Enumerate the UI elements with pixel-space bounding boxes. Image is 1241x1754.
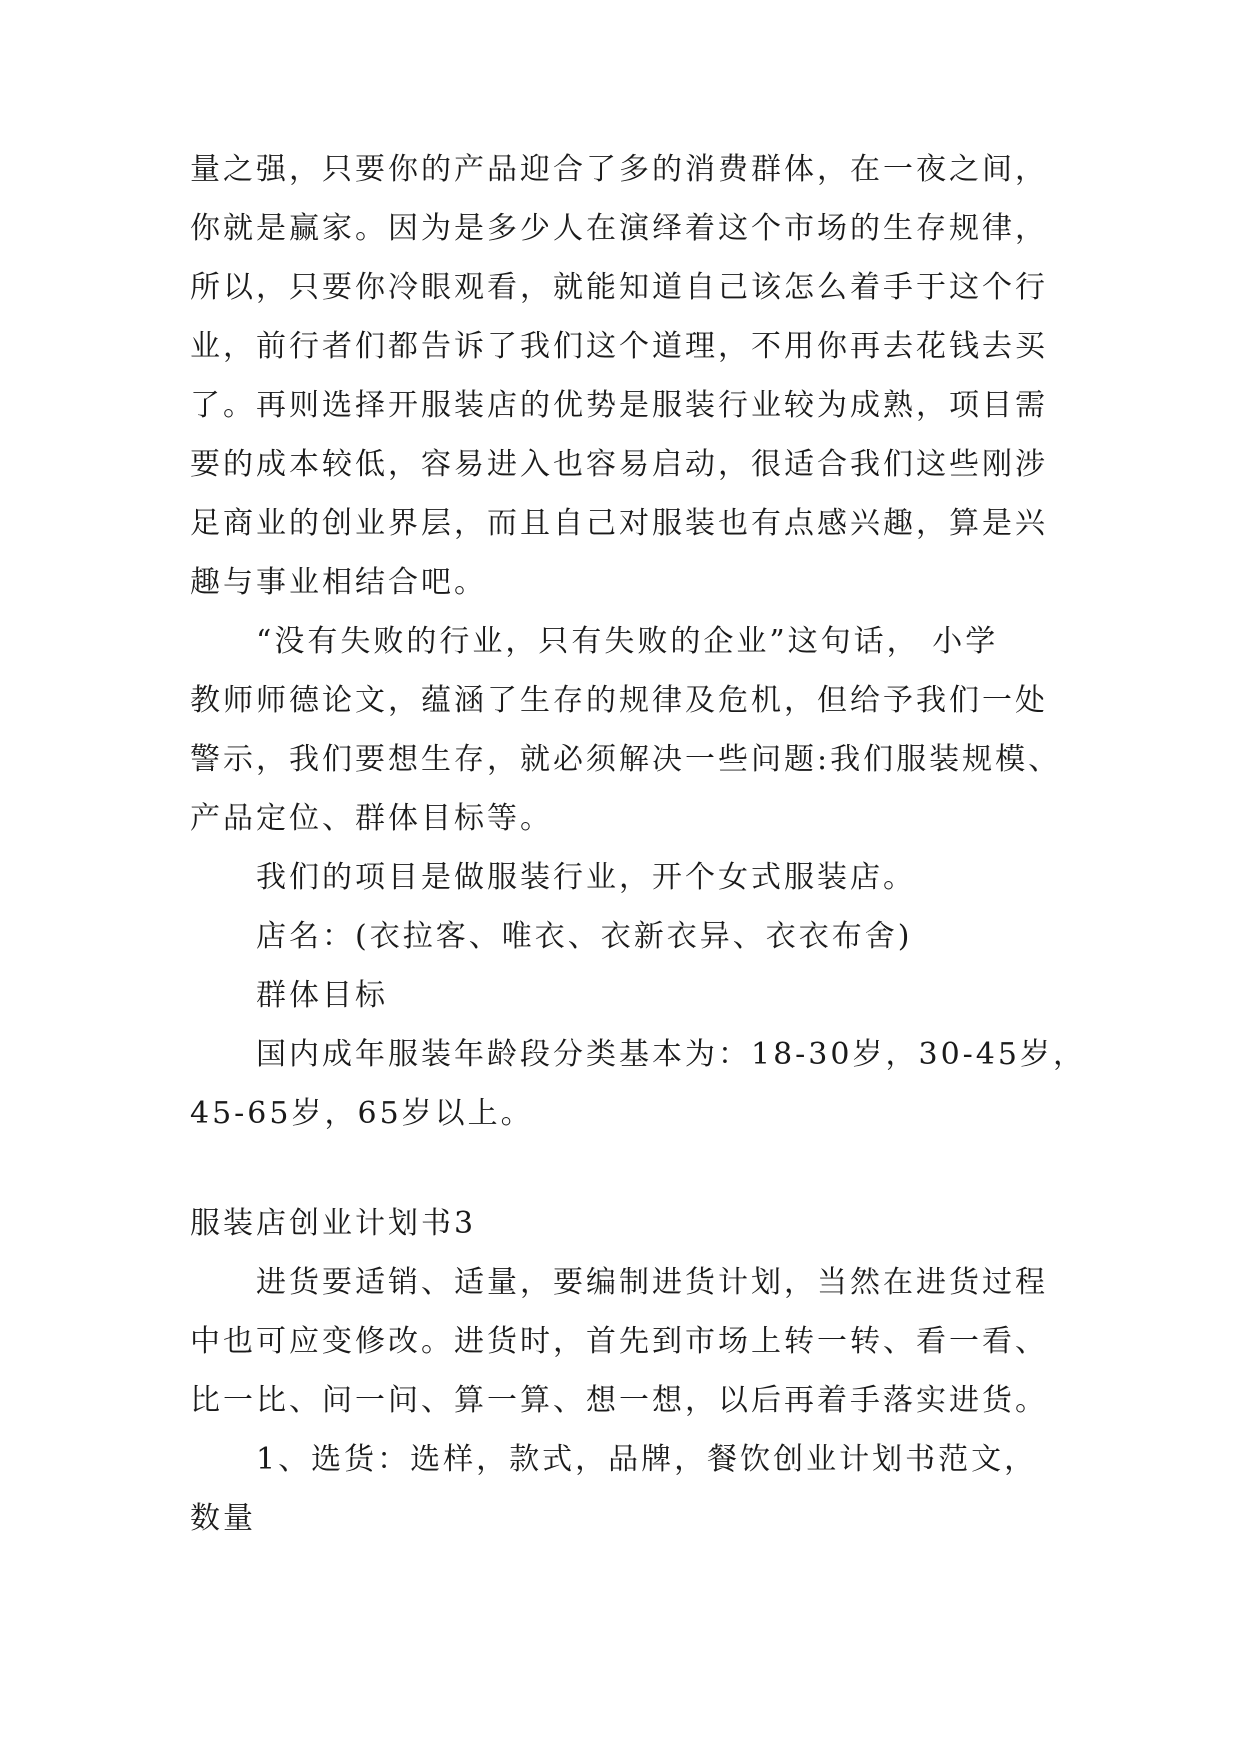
paragraph-line: 1、选货：选样，款式，品牌，餐饮创业计划书范文，: [256, 1442, 1038, 1477]
section-heading: 服装店创业计划书3: [190, 1206, 477, 1241]
paragraph-line: 群体目标: [256, 978, 388, 1013]
paragraph-line: 要的成本较低，容易进入也容易启动，很适合我们这些刚涉: [190, 447, 1048, 482]
paragraph-line: 足商业的创业界层，而且自己对服装也有点感兴趣，算是兴: [190, 506, 1048, 541]
paragraph-line: 产品定位、群体目标等。: [190, 801, 553, 836]
paragraph-line: “没有失败的行业，只有失败的企业”这句话， 小学: [256, 624, 999, 659]
paragraph-line: 进货要适销、适量，要编制进货计划，当然在进货过程: [256, 1265, 1048, 1300]
paragraph-line: 了。再则选择开服装店的优势是服装行业较为成熟，项目需: [190, 388, 1048, 423]
paragraph-line: 教师师德论文，蕴涵了生存的规律及危机，但给予我们一处: [190, 683, 1048, 718]
paragraph-line: 45-65岁，65岁以上。: [190, 1096, 534, 1131]
paragraph-line: 数量: [190, 1501, 256, 1536]
paragraph-line: 趣与事业相结合吧。: [190, 565, 487, 600]
paragraph-line: 中也可应变修改。进货时，首先到市场上转一转、看一看、: [190, 1324, 1048, 1359]
paragraph-line: 比一比、问一问、算一算、想一想，以后再着手落实进货。: [190, 1383, 1048, 1418]
paragraph-line: 量之强，只要你的产品迎合了多的消费群体，在一夜之间，: [190, 152, 1048, 187]
paragraph-line: 国内成年服装年龄段分类基本为：18-30岁，30-45岁，: [256, 1037, 1086, 1072]
paragraph-line: 你就是赢家。因为是多少人在演绎着这个市场的生存规律，: [190, 211, 1048, 246]
paragraph-line: 警示，我们要想生存，就必须解决一些问题:我们服装规模、: [190, 742, 1062, 777]
paragraph-line: 所以，只要你冷眼观看，就能知道自己该怎么着手于这个行: [190, 270, 1048, 305]
paragraph-line: 店名：(衣拉客、唯衣、衣新衣异、衣衣布舍): [256, 919, 913, 954]
paragraph-line: 我们的项目是做服装行业，开个女式服装店。: [256, 860, 916, 895]
paragraph-line: 业，前行者们都告诉了我们这个道理，不用你再去花钱去买: [190, 329, 1048, 364]
